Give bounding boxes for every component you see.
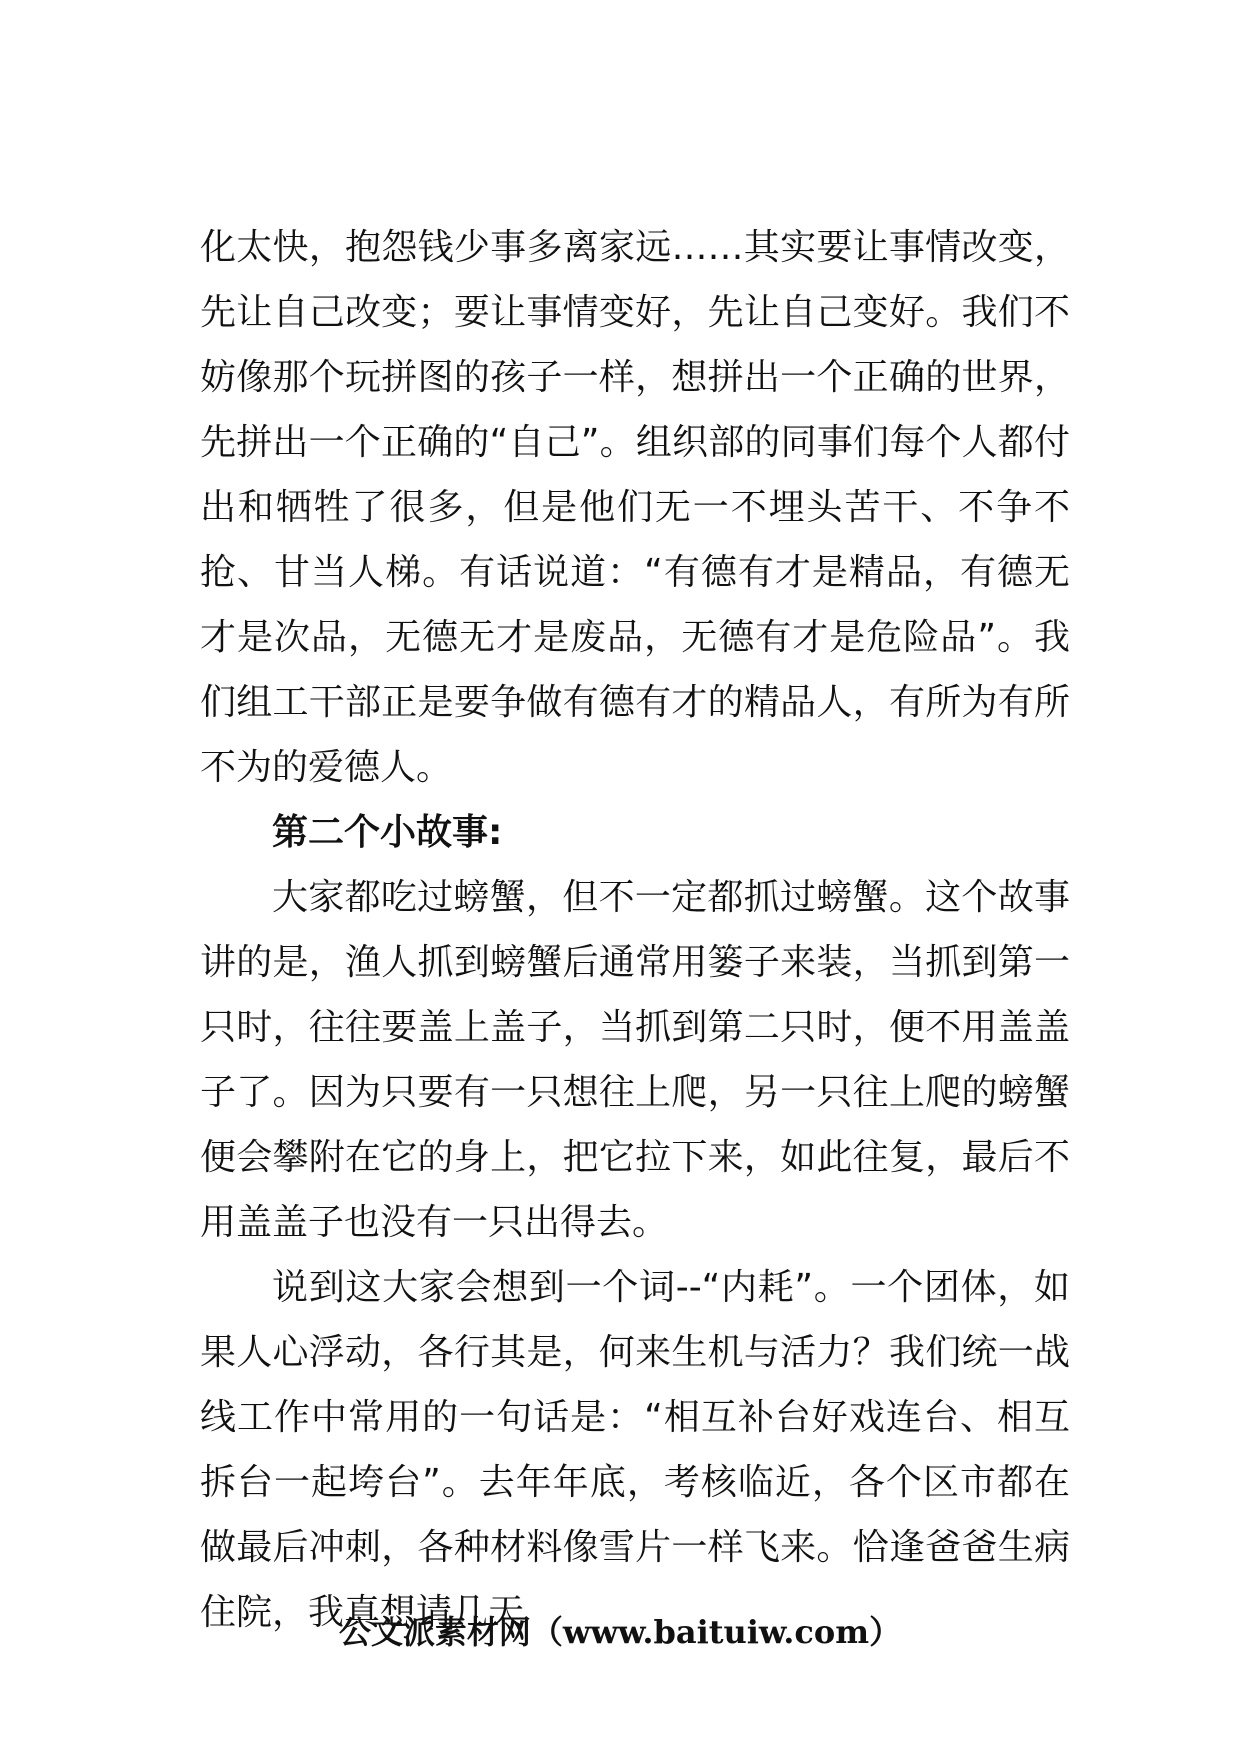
paragraph-crab-story: 大家都吃过螃蟹，但不一定都抓过螃蟹。这个故事讲的是，渔人抓到螃蟹后通常用篓子来装，当抓到第一只时，往往要盖上盖子，当抓到第二只时，便不用盖盖子了。因为只要有一只想往上爬，另一只往上爬的螃蟹便会攀附在它的身上，把它拉下来，如此往复，最后不用盖盖子也没有一只出得去。 xyxy=(200,877,1070,1243)
page-footer-watermark: 公文派素材网（www.baituiw.com） xyxy=(338,1613,902,1651)
section-heading: 第二个小故事: xyxy=(272,812,503,853)
document-body xyxy=(200,215,1070,1645)
paragraph-continuation: 化太快，抱怨钱少事多离家远……其实要让事情改变，先让自己改变；要让事情变好，先让自己变好。我们不妨像那个玩拼图的孩子一样，想拼出一个正确的世界，先拼出一个正确的“自己”。组织部的同事们每个人都付出和牺牲了很多，但是他们无一不埋头苦干、不争不抢、甘当人梯。有话说道：“有德有才是精品，有德无才是次品，无德无才是废品，无德有才是危险品”。我们组工干部正是要争做有德有才的精品人，有所为有所不为的爱德人。 xyxy=(200,227,1070,788)
paragraph-internal-friction: 说到这大家会想到一个词--“内耗”。一个团体，如果人心浮动，各行其是，何来生机与活力？我们统一战线工作中常用的一句话是：“相互补台好戏连台、相互拆台一起垮台”。去年年底，考核临近，各个区市都在做最后冲刺，各种材料像雪片一样飞来。恰逢爸爸生病住院，我真想请几天 xyxy=(200,1267,1070,1633)
